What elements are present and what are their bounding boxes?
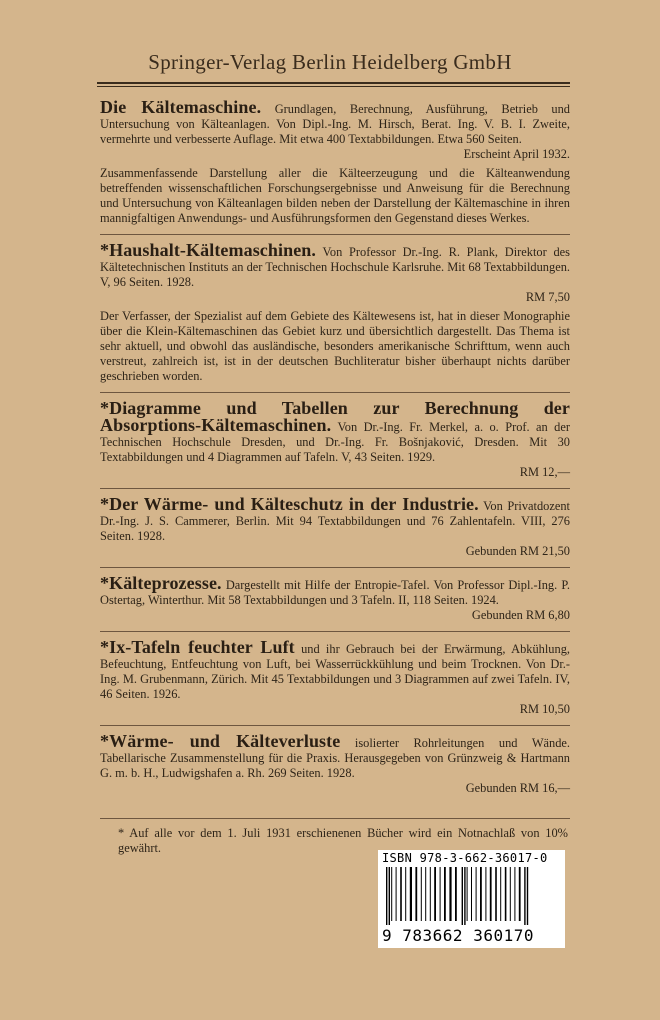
divider — [100, 392, 570, 393]
barcode-bar — [480, 867, 482, 921]
barcode-bar — [444, 867, 446, 921]
divider — [100, 631, 570, 632]
isbn-barcode-block — [378, 850, 565, 948]
book-note: Erscheint April 1932. — [463, 147, 570, 161]
book-details: Von Dr.-Ing. Fr. Merkel, a. o. Prof. an der Technischen Hochschule Dresden, und Dr.-Ing. Fr. Bošnjaković, Dresden. Mit 30 Textabbildungen und 4 Diagrammen auf Tafeln. V, 43 Seiten. 1929. — [100, 420, 571, 464]
barcode-bar — [396, 867, 397, 921]
barcode-bar — [410, 867, 412, 921]
book-price: RM 7,50 — [525, 290, 570, 304]
book-title: Die Kältemaschine. — [100, 97, 262, 117]
barcode-bar — [514, 867, 515, 921]
barcode-bar — [386, 867, 387, 925]
book-title: *Kälteprozesse. — [100, 573, 222, 593]
barcode-bar — [485, 867, 486, 921]
book-entry — [100, 494, 570, 559]
barcode-bar — [524, 867, 525, 925]
barcode-bar — [434, 867, 436, 921]
footnote: * Auf alle vor dem 1. Juli 1931 erschienenen Bücher wird ein Notnachlaß von 10% gewährt. — [118, 826, 568, 855]
book-title: *Diagramme und Tabellen zur Berechnung der Absorptions-Kältemaschinen. — [100, 398, 570, 435]
book-details: Grundlagen, Berechnung, Ausführung, Betrieb und Untersuchung von Kälteanlagen. Von Dipl.-Ing. M. Hirsch, Berat. Ing. V. B. I. Zweite, vermehrte und verbesserte Auflage. Mit etwa 400 Textabbildungen. Etwa 560 Seiten. — [100, 102, 570, 146]
header-rule-bottom — [97, 86, 570, 87]
book-entry — [100, 573, 570, 623]
barcode-bar — [440, 867, 441, 921]
barcode-bar — [495, 867, 497, 921]
book-entry — [100, 398, 571, 480]
barcode-bar — [462, 867, 463, 925]
book-entry — [100, 240, 570, 384]
book-title: *Ix-Tafeln feuchter Luft — [100, 637, 295, 657]
book-details: isolierter Rohrleitungen und Wände. Tabellarische Zusammenstellung für die Praxis. Herausgegeben von Grünzweig & Hartmann G. m. b. H., Ludwigshafen a. Rh. 269 Seiten. 1928. — [100, 736, 570, 780]
book-entry — [100, 637, 570, 717]
barcode-bar — [500, 867, 501, 921]
divider — [100, 234, 570, 235]
book-title: *Wärme- und Kälteverluste — [100, 731, 341, 751]
barcode-bar — [471, 867, 472, 921]
barcode-bar — [391, 867, 392, 921]
book-price: Gebunden RM 21,50 — [465, 544, 570, 558]
barcode-bar — [519, 867, 521, 921]
book-price: Gebunden RM 16,— — [465, 781, 570, 795]
isbn-digits: 9 783662 360170 — [382, 926, 534, 945]
divider — [100, 725, 570, 726]
barcode-bar — [505, 867, 507, 921]
barcode-bar — [415, 867, 417, 921]
book-description: Der Verfasser, der Spezialist auf dem Gebiete des Kältewesens ist, hat in dieser Monographie über die Klein-Kältemaschinen das Gebiet kurz und übersichtlich dargestellt. Das Thema ist sehr aktuell, und obwohl das ausländische, besonders amerikanische Schrifttum, wenn auch verstreut, zahlreich ist, ist in der deutschen Buchliteratur bisher überhaupt nichts darüber geschrieben worden. — [100, 309, 570, 383]
isbn-label: ISBN 978-3-662-36017-0 — [382, 851, 548, 865]
footnote-divider — [100, 818, 570, 819]
catalog-list — [100, 97, 571, 804]
divider — [100, 488, 570, 489]
book-details: Von Privatdozent Dr.-Ing. J. S. Cammerer, Berlin. Mit 94 Textabbildungen und 76 Zahlentafeln. VIII, 276 Seiten. 1928. — [100, 499, 570, 543]
barcode-bar — [490, 867, 492, 921]
publisher-header: Springer-Verlag Berlin Heidelberg GmbH — [148, 50, 512, 74]
header-rule-top — [97, 82, 570, 84]
book-price: RM 10,50 — [519, 702, 570, 716]
barcode-bar — [405, 867, 406, 921]
book-price: RM 12,— — [519, 465, 570, 479]
book-details: Dargestellt mit Hilfe der Entropie-Tafel. Von Professor Dipl.-Ing. P. Ostertag, Winterthur. Mit 58 Textabbildungen und 3 Tafeln. II, 118 Seiten. 1924. — [100, 578, 570, 607]
barcode-bar — [467, 867, 468, 921]
divider — [100, 567, 570, 568]
barcode-bar — [476, 867, 477, 921]
book-title: *Haushalt-Kältemaschinen. — [100, 240, 317, 260]
barcode — [386, 867, 558, 925]
book-entry — [100, 731, 570, 796]
barcode-bar — [510, 867, 511, 921]
barcode-bar — [527, 867, 528, 925]
barcode-bar — [389, 867, 390, 925]
barcode-bar — [455, 867, 457, 921]
book-title: *Der Wärme- und Kälteschutz in der Industrie. — [100, 494, 479, 514]
book-entry — [100, 97, 570, 226]
barcode-bar — [421, 867, 422, 921]
barcode-bar — [464, 867, 465, 925]
barcode-bar — [425, 867, 426, 921]
book-details: und ihr Gebrauch bei der Erwärmung, Abkühlung, Befeuchtung, Entfeuchtung von Luft, bei Wasserrückkühlung und beim Trocknen. Von Dr.-Ing. M. Grubenmann, Zürich. Mit 45 Textabbildungen und 3 Diagrammen auf zwei Tafeln. IV, 46 Seiten. 1926. — [100, 642, 570, 701]
barcode-bar — [400, 867, 402, 921]
barcode-bar — [449, 867, 451, 921]
book-price: Gebunden RM 6,80 — [471, 608, 570, 622]
book-description: Zusammenfassende Darstellung aller die Kälteerzeugung und die Kälteanwendung betreffenden wissenschaftlichen Forschungsergebnisse und Anweisung für die Berechnung und Untersuchung von Kälteanlagen bilden neben der Darstellung der Kältemaschine in ihren mannigfaltigen Anwendungs- und Ausführungsformen den Gegenstand dieses Werkes. — [100, 166, 570, 225]
book-details: Von Professor Dr.-Ing. R. Plank, Direktor des Kältetechnischen Instituts an der Technischen Hochschule Karlsruhe. Mit 68 Textabbildungen. V, 96 Seiten. 1928. — [100, 245, 570, 289]
barcode-bar — [430, 867, 431, 921]
